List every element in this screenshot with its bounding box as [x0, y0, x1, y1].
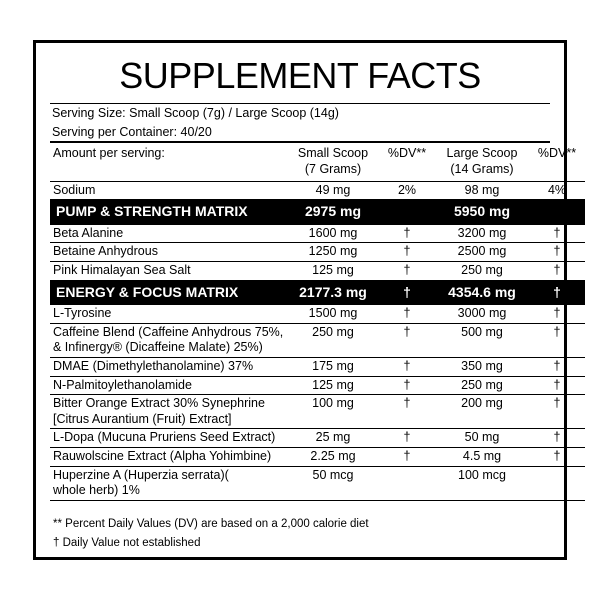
row-dv-large [529, 466, 585, 500]
row-name: L-Dopa (Mucuna Pruriens Seed Extract) [50, 429, 287, 448]
row-name: Pink Himalayan Sea Salt [50, 261, 287, 280]
row-dv-small: † [379, 376, 435, 395]
row-dv-small: † [379, 395, 435, 429]
row-amount-large: 5950 mg [435, 200, 529, 225]
row-amount-small: 125 mg [287, 261, 379, 280]
header-spacer-dv2 [529, 162, 585, 181]
footnotes [50, 515, 550, 553]
amount-per-serving-label: Amount per serving: [53, 146, 165, 161]
table-header-row-bottom [50, 162, 585, 181]
row-name: Sodium [50, 181, 287, 200]
footnote-dagger: † Daily Value not established [53, 536, 201, 549]
row-name: N-Palmitoylethanolamide [50, 376, 287, 395]
row-amount-small: 125 mg [287, 376, 379, 395]
row-dv-small: † [379, 224, 435, 243]
row-amount-small: 2.25 mg [287, 448, 379, 467]
table-row [50, 448, 585, 467]
row-amount-small: 1250 mg [287, 243, 379, 262]
row-dv-large: † [529, 261, 585, 280]
header-small-scoop-grams: (7 Grams) [287, 162, 379, 181]
header-small-scoop: Small Scoop [297, 146, 369, 161]
table-row [50, 395, 585, 429]
supplement-facts-table [50, 143, 585, 501]
row-dv-small: † [379, 323, 435, 357]
row-dv-large: † [529, 376, 585, 395]
table-row [50, 429, 585, 448]
matrix-header-row [50, 200, 585, 225]
row-amount-large: 4.5 mg [435, 448, 529, 467]
row-dv-small: † [379, 261, 435, 280]
row-dv-small: 2% [379, 181, 435, 200]
row-dv-large: † [529, 280, 585, 305]
row-dv-small: † [379, 305, 435, 324]
row-amount-large: 3200 mg [435, 224, 529, 243]
row-name: PUMP & STRENGTH MATRIX [50, 200, 287, 225]
row-amount-small: 1600 mg [287, 224, 379, 243]
page-title: SUPPLEMENT FACTS [119, 55, 481, 96]
row-name-multiline [50, 323, 287, 357]
row-dv-large: † [529, 357, 585, 376]
header-spacer [50, 162, 287, 181]
row-dv-small [379, 200, 435, 225]
row-name-multiline [50, 395, 287, 429]
table-body [50, 143, 585, 500]
table-row [50, 261, 585, 280]
row-amount-small: 1500 mg [287, 305, 379, 324]
row-amount-small: 25 mg [287, 429, 379, 448]
row-amount-large: 250 mg [435, 261, 529, 280]
row-dv-small: † [379, 357, 435, 376]
row-amount-large: 500 mg [435, 323, 529, 357]
row-amount-large: 2500 mg [435, 243, 529, 262]
row-amount-small: 250 mg [287, 323, 379, 357]
row-dv-large: † [529, 305, 585, 324]
row-name-line2: & Infinergy® (Dicaffeine Malate) 25%) [53, 340, 263, 355]
row-amount-large: 4354.6 mg [435, 280, 529, 305]
table-row [50, 243, 585, 262]
header-dv-small: %DV** [387, 146, 427, 161]
serving-per-container-line: Serving per Container: 40/20 [52, 124, 212, 139]
row-amount-large: 98 mg [435, 181, 529, 200]
row-name: Beta Alanine [50, 224, 287, 243]
row-amount-small: 2177.3 mg [287, 280, 379, 305]
table-row [50, 466, 585, 500]
row-dv-small: † [379, 429, 435, 448]
row-name: Bitter Orange Extract 30% Synephrine [53, 396, 265, 411]
row-dv-small: † [379, 280, 435, 305]
row-dv-large: † [529, 429, 585, 448]
row-amount-large: 350 mg [435, 357, 529, 376]
row-amount-large: 250 mg [435, 376, 529, 395]
table-row [50, 323, 585, 357]
table-row [50, 376, 585, 395]
row-dv-small: † [379, 448, 435, 467]
row-amount-large: 100 mcg [435, 466, 529, 500]
row-name-multiline [50, 466, 287, 500]
table-row [50, 181, 585, 200]
row-dv-large [529, 200, 585, 225]
row-name: L-Tyrosine [50, 305, 287, 324]
row-name: ENERGY & FOCUS MATRIX [50, 280, 287, 305]
row-amount-small: 175 mg [287, 357, 379, 376]
row-dv-large: 4% [529, 181, 585, 200]
footnote-daily-values: ** Percent Daily Values (DV) are based on a 2,000 calorie diet [53, 517, 369, 530]
row-name: DMAE (Dimethylethanolamine) 37% [50, 357, 287, 376]
row-amount-large: 200 mg [435, 395, 529, 429]
row-name: Caffeine Blend (Caffeine Anhydrous 75%, [53, 324, 284, 339]
row-name: Betaine Anhydrous [50, 243, 287, 262]
row-dv-small [379, 466, 435, 500]
table-row [50, 305, 585, 324]
header-large-scoop-grams: (14 Grams) [435, 162, 529, 181]
table-header-row-top [50, 143, 585, 162]
row-amount-large: 50 mg [435, 429, 529, 448]
header-large-scoop: Large Scoop [446, 146, 518, 161]
row-amount-small: 49 mg [287, 181, 379, 200]
row-dv-small: † [379, 243, 435, 262]
row-name-line2: whole herb) 1% [53, 483, 140, 498]
row-name: Rauwolscine Extract (Alpha Yohimbine) [50, 448, 287, 467]
row-amount-small: 100 mg [287, 395, 379, 429]
row-name-line2: [Citrus Aurantium (Fruit) Extract] [53, 411, 232, 426]
row-dv-large: † [529, 395, 585, 429]
table-row [50, 224, 585, 243]
row-dv-large: † [529, 224, 585, 243]
row-name: Huperzine A (Huperzia serrata)( [53, 467, 229, 482]
header-spacer-dv1 [379, 162, 435, 181]
row-amount-small: 50 mcg [287, 466, 379, 500]
row-amount-small: 2975 mg [287, 200, 379, 225]
row-dv-large: † [529, 243, 585, 262]
row-dv-large: † [529, 448, 585, 467]
row-dv-large: † [529, 323, 585, 357]
matrix-header-row [50, 280, 585, 305]
serving-size-line: Serving Size: Small Scoop (7g) / Large Scoop (14g) [52, 105, 339, 120]
row-amount-large: 3000 mg [435, 305, 529, 324]
supplement-facts-panel [33, 40, 577, 560]
header-dv-large: %DV** [537, 146, 577, 161]
table-row [50, 357, 585, 376]
